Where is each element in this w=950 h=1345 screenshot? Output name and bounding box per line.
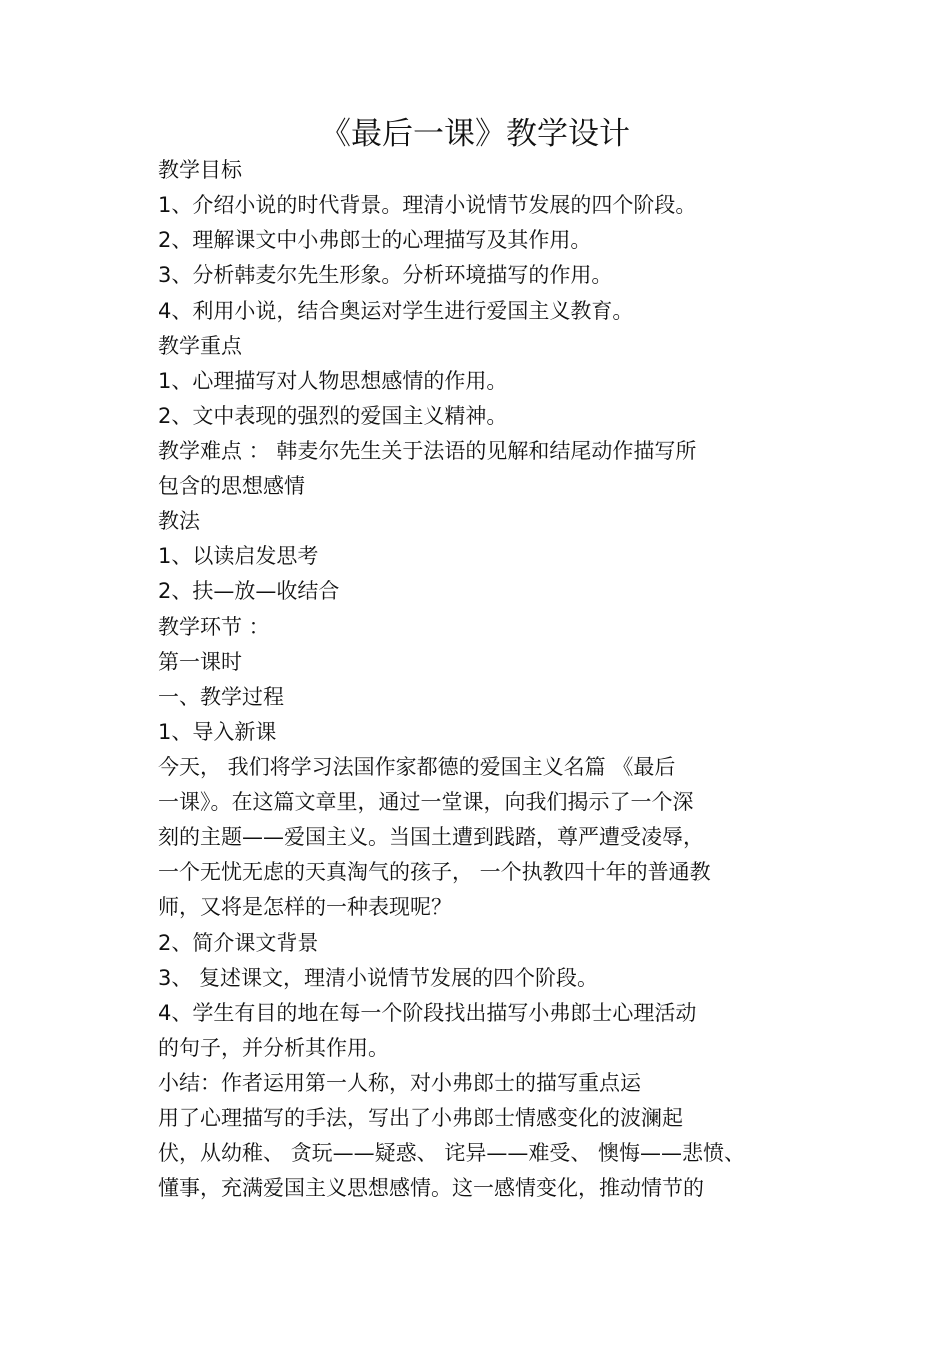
text-line: 4、学生有目的地在每一个阶段找出描写小弗郎士心理活动: [158, 1001, 697, 1025]
text-line: 一、教学过程: [158, 685, 284, 709]
text-line: 懂事，充满爱国主义思想感情。这一感情变化，推动情节的: [158, 1176, 704, 1200]
text-line: 教学难点 ： 韩麦尔先生关于法语的见解和结尾动作描写所: [158, 439, 697, 463]
text-line: 教学重点: [158, 334, 242, 358]
text-line: 3、分析韩麦尔先生形象。分析环境描写的作用。: [158, 263, 613, 287]
text-line: 伏，从幼稚、 贪玩——疑惑、 诧异——难受、 懊悔——悲愤、: [158, 1141, 746, 1165]
text-line: 教学环节 ：: [158, 615, 270, 639]
text-line: 2、理解课文中小弗郎士的心理描写及其作用。: [158, 228, 592, 252]
text-line: 2、简介课文背景: [158, 931, 319, 955]
text-line: 1、导入新课: [158, 720, 277, 744]
text-line: 教学目标: [158, 158, 242, 182]
text-line: 1、以读启发思考: [158, 544, 319, 568]
text-line: 教法: [158, 509, 200, 533]
text-line: 4、利用小说，结合奥运对学生进行爱国主义教育。: [158, 299, 634, 323]
text-line: 2、文中表现的强烈的爱国主义精神。: [158, 404, 508, 428]
text-line: 一个无忧无虑的天真淘气的孩子， 一个执教四十年的普通教: [158, 860, 711, 884]
text-line: 3、 复述课文，理清小说情节发展的四个阶段。: [158, 966, 599, 990]
document-title: 《最后一课》教学设计: [320, 116, 630, 152]
text-line: 一课》。在这篇文章里，通过一堂课，向我们揭示了一个深: [158, 790, 694, 814]
text-line: 第一课时: [158, 650, 242, 674]
text-line: 今天， 我们将学习法国作家都德的爱国主义名篇 《最后: [158, 755, 676, 779]
text-line: 用了心理描写的手法，写出了小弗郎士情感变化的波澜起: [158, 1106, 683, 1130]
text-line: 师，又将是怎样的一种表现呢？: [158, 895, 452, 919]
text-line: 小结：作者运用第一人称，对小弗郎士的描写重点运: [158, 1071, 641, 1095]
text-line: 1、介绍小说的时代背景。理清小说情节发展的四个阶段。: [158, 193, 697, 217]
text-line: 1、心理描写对人物思想感情的作用。: [158, 369, 508, 393]
text-line: 刻的主题——爱国主义。当国土遭到践踏，尊严遭受凌辱，: [158, 825, 704, 849]
text-line: 包含的思想感情: [158, 474, 305, 498]
text-line: 2、扶—放—收结合: [158, 579, 340, 603]
text-line: 的句子，并分析其作用。: [158, 1036, 389, 1060]
